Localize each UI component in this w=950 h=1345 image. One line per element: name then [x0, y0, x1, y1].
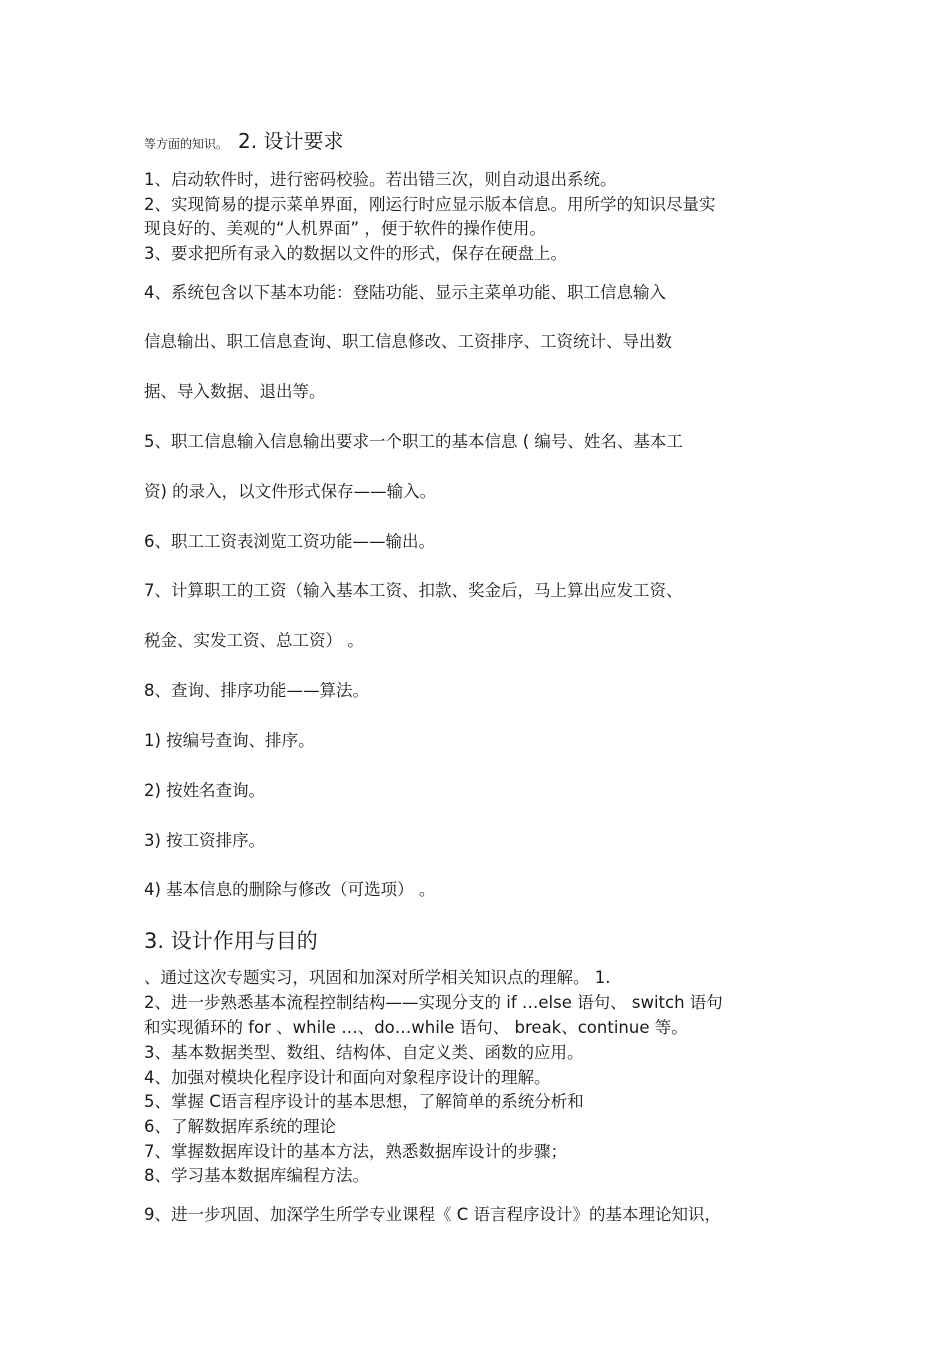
section2-line-12: 税金、实发工资、总工资） 。 [144, 631, 364, 650]
section2-heading: 2. 设计要求 [238, 129, 344, 153]
section2-line-9: 资) 的录入，以文件形式保存——输入。 [144, 482, 437, 501]
section2-line-2: 2、实现简易的提示菜单界面，刚运行时应显示版本信息。用所学的知识尽量实 [144, 195, 716, 214]
section3-line-7: 6、了解数据库系统的理论 [144, 1117, 336, 1136]
section2-line-10: 6、职工工资表浏览工资功能——输出。 [144, 532, 435, 551]
intro-line [144, 130, 343, 155]
section3-line-1: 、通过这次专题实习，巩固和加深对所学相关知识点的理解。 1. [144, 968, 611, 987]
section2-line-17: 4) 基本信息的删除与修改（可选项） 。 [144, 880, 436, 899]
section2-line-1: 1、启动软件时，进行密码校验。若出错三次，则自动退出系统。 [144, 170, 617, 189]
section3-line-6: 5、掌握 C语言程序设计的基本思想，了解简单的系统分析和 [144, 1092, 584, 1111]
section2-line-8: 5、职工信息输入信息输出要求一个职工的基本信息 ( 编号、姓名、基本工 [144, 432, 683, 451]
section2-line-3: 现良好的、美观的“人机界面” ，便于软件的操作使用。 [144, 219, 546, 238]
section2-line-15: 2) 按姓名查询。 [144, 781, 266, 800]
section2-line-14: 1) 按编号查询、排序。 [144, 731, 315, 750]
section3-line-8: 7、掌握数据库设计的基本方法，熟悉数据库设计的步骤； [144, 1142, 567, 1161]
section2-line-7: 据、导入数据、退出等。 [144, 382, 326, 401]
section3-line-10: 9、进一步巩固、加深学生所学专业课程《 C 语言程序设计》的基本理论知识， [144, 1205, 722, 1224]
section3-line-2: 2、进一步熟悉基本流程控制结构——实现分支的 if …else 语句、 switch 语句 [144, 993, 723, 1012]
section2-line-11: 7、计算职工的工资（输入基本工资、扣款、奖金后，马上算出应发工资、 [144, 581, 683, 600]
section2-line-5: 4、系统包含以下基本功能：登陆功能、显示主菜单功能、职工信息输入 [144, 283, 666, 302]
section3-line-9: 8、学习基本数据库编程方法。 [144, 1166, 369, 1185]
section2-line-16: 3) 按工资排序。 [144, 831, 266, 850]
section2-line-4: 3、要求把所有录入的数据以文件的形式，保存在硬盘上。 [144, 244, 567, 263]
section3-line-4: 3、基本数据类型、数组、结构体、自定义类、函数的应用。 [144, 1043, 584, 1062]
section3-line-5: 4、加强对模块化程序设计和面向对象程序设计的理解。 [144, 1068, 551, 1087]
intro-tail-text: 等方面的知识。 [144, 137, 229, 151]
section3-line-3: 和实现循环的 for 、while …、do…while 语句、 break、continue 等。 [144, 1018, 688, 1037]
section2-line-13: 8、查询、排序功能——算法。 [144, 681, 369, 700]
section3-heading: 3. 设计作用与目的 [144, 929, 318, 953]
section2-line-6: 信息输出、职工信息查询、职工信息修改、工资排序、工资统计、导出数 [144, 332, 672, 351]
